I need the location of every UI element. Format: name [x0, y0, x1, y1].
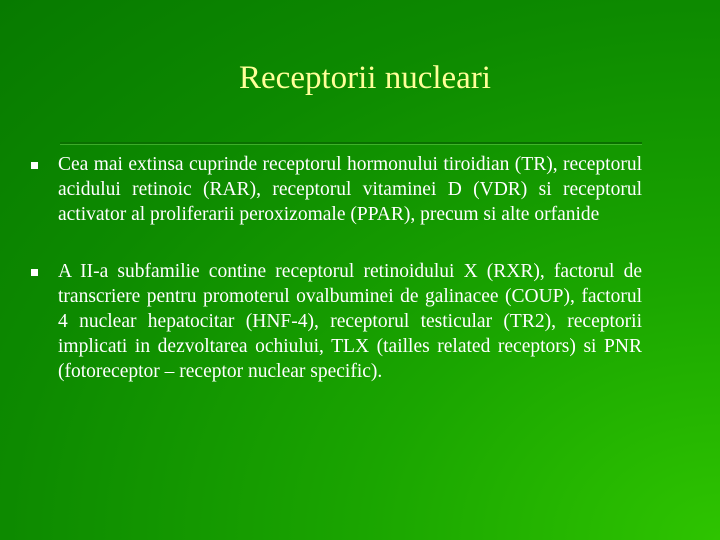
bullet-item	[30, 152, 642, 227]
slide-title: Receptorii nucleari	[239, 60, 491, 96]
bullet-text: A II-a subfamilie contine receptorul retinoidului X (RXR), factorul de transcriere pentru promoterul ovalbuminei de galinacee (COUP), factorul 4 nuclear hepatocitar (HNF-4), receptorul testicular (TR2), receptorii implicati in dezvoltarea ochiului, TLX (tailles related receptors) si PNR (fotoreceptor – receptor nuclear specific).	[58, 261, 642, 382]
title-divider	[60, 142, 642, 144]
bullet-list	[30, 152, 642, 416]
bullet-item	[30, 259, 642, 384]
bullet-text: Cea mai extinsa cuprinde receptorul hormonului tiroidian (TR), receptorul acidului retinoic (RAR), receptorul vitaminei D (VDR) si receptorul activator al proliferarii peroxizomale (PPAR), precum si alte orfanide	[58, 154, 642, 225]
square-bullet-icon	[31, 269, 38, 276]
square-bullet-icon	[31, 162, 38, 169]
